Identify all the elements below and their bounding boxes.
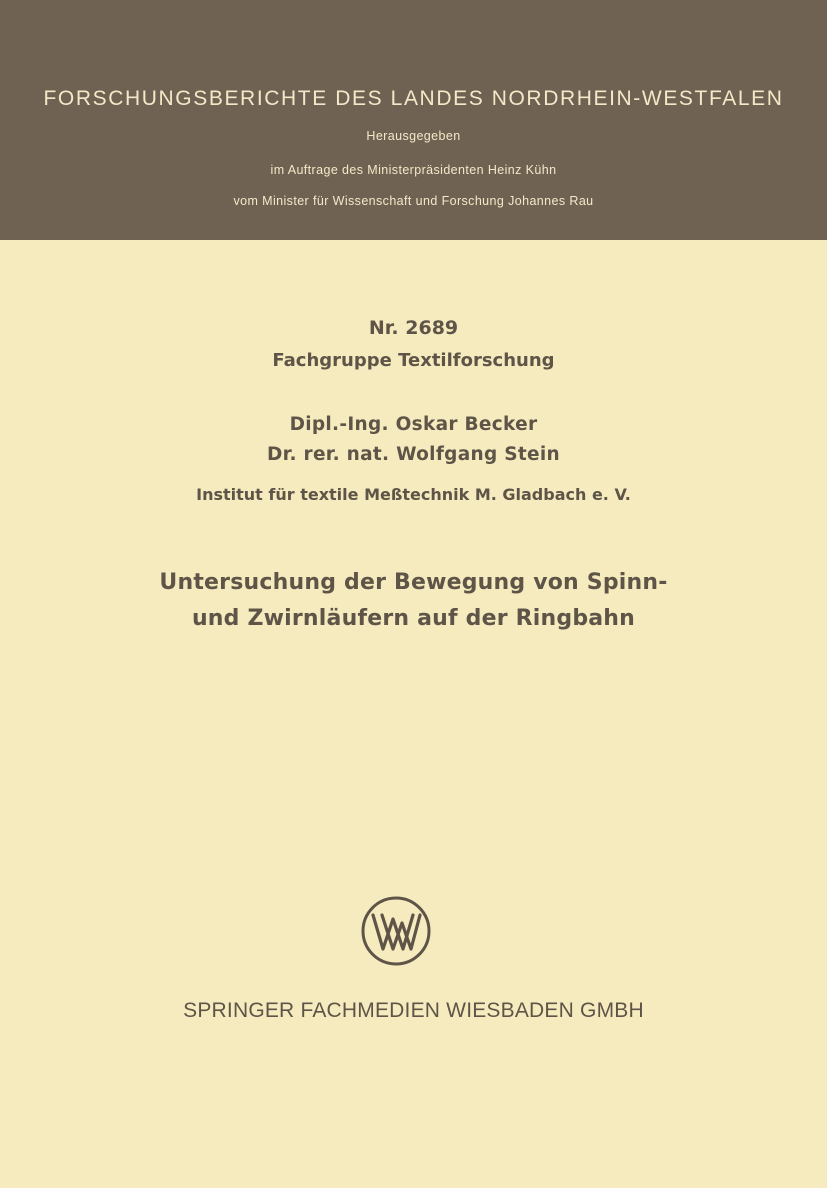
header-commissioned-by: im Auftrage des Ministerpräsidenten Heinz Kühn [270, 163, 557, 177]
publisher-logo-icon [360, 895, 432, 967]
series-title: FORSCHUNGSBERICHTE DES LANDES NORDRHEIN-WESTFALEN [43, 87, 784, 110]
report-number: Nr. 2689 [368, 317, 459, 339]
title-line-1: Untersuchung der Bewegung von Spinn- [159, 570, 668, 595]
title-line-2: und Zwirnläufern auf der Ringbahn [191, 606, 636, 631]
header-band [0, 0, 827, 240]
header-minister: vom Minister für Wissenschaft und Forschung Johannes Rau [233, 194, 594, 208]
institute: Institut für textile Meßtechnik M. Gladbach e. V. [196, 485, 631, 504]
header-published-by: Herausgegeben [366, 129, 461, 143]
publisher-name: SPRINGER FACHMEDIEN WIESBADEN GMBH [183, 999, 644, 1022]
author-1: Dipl.-Ing. Oskar Becker [289, 414, 538, 435]
subject-group: Fachgruppe Textilforschung [272, 350, 555, 371]
author-2: Dr. rer. nat. Wolfgang Stein [267, 444, 560, 465]
